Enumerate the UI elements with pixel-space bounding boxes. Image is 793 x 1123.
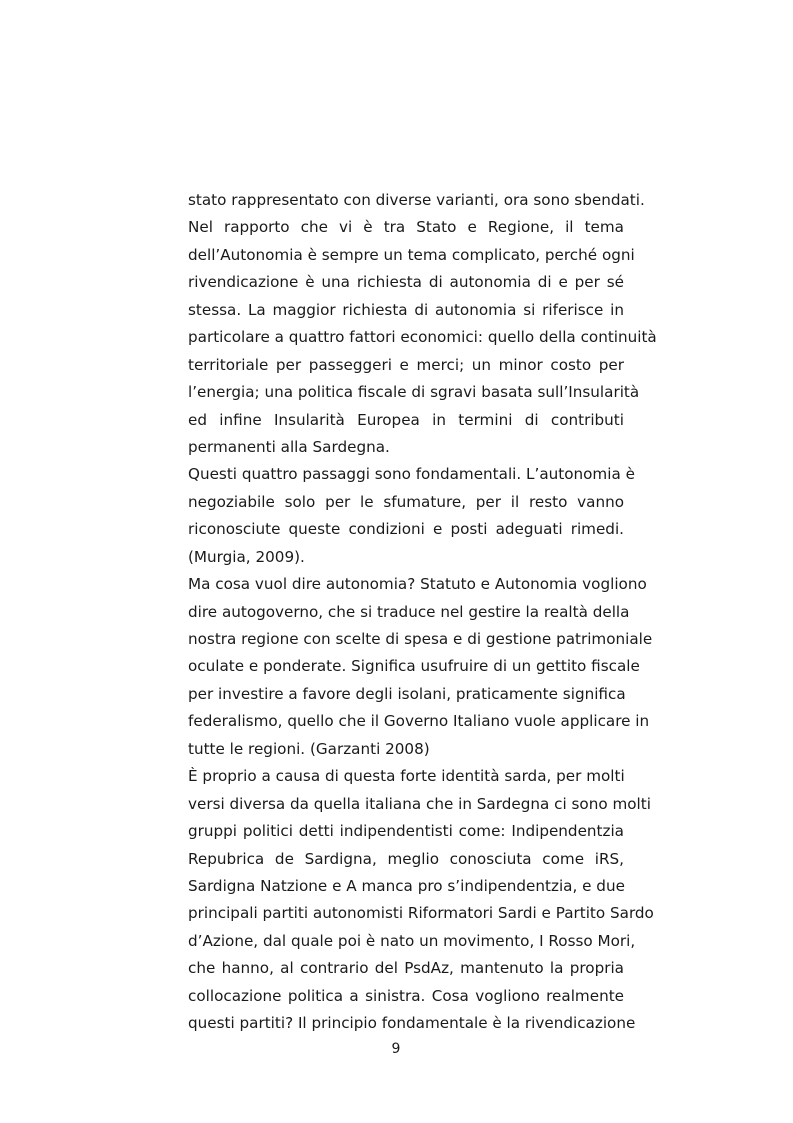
- page-number: 9: [391, 1041, 401, 1057]
- text-line: negoziabile solo per le sfumature, per il resto vanno: [188, 492, 624, 511]
- body-text: [188, 187, 657, 1038]
- text-line: Sardigna Natzione e A manca pro s’indipendentzia, e due: [188, 876, 625, 895]
- text-line: particolare a quattro fattori economici: quello della continuità: [188, 328, 657, 347]
- text-line: (Murgia, 2009).: [188, 547, 305, 566]
- text-line: ed infine Insularità Europea in termini di contributi: [188, 410, 624, 429]
- text-line: l’energia; una politica fiscale di sgravi basata sull’Insularità: [188, 383, 640, 402]
- text-line: tutte le regioni. (Garzanti 2008): [188, 739, 430, 758]
- text-line: È proprio a causa di questa forte identità sarda, per molti: [188, 767, 625, 786]
- text-line: che hanno, al contrario del PsdAz, mantenuto la propria: [188, 959, 624, 978]
- text-line: versi diversa da quella italiana che in Sardegna ci sono molti: [188, 794, 651, 813]
- text-line: territoriale per passeggeri e merci; un minor costo per: [188, 355, 624, 374]
- text-line: dire autogoverno, che si traduce nel gestire la realtà della: [188, 602, 630, 621]
- text-line: Nel rapporto che vi è tra Stato e Regione, il tema: [188, 218, 624, 237]
- text-line: stato rappresentato con diverse varianti, ora sono sbendati.: [188, 191, 645, 209]
- text-line: riconosciute queste condizioni e posti adeguati rimedi.: [188, 520, 624, 539]
- text-line: gruppi politici detti indipendentisti come: Indipendentzia: [188, 822, 624, 841]
- text-line: oculate e ponderate. Significa usufruire di un gettito fiscale: [188, 657, 640, 676]
- text-line: rivendicazione è una richiesta di autonomia di e per sé: [188, 273, 624, 292]
- text-line: Ma cosa vuol dire autonomia? Statuto e Autonomia vogliono: [188, 575, 647, 594]
- text-line: questi partiti? Il principio fondamentale è la rivendicazione: [188, 1014, 636, 1033]
- text-line: d’Azione, dal quale poi è nato un movimento, I Rosso Mori,: [188, 931, 636, 950]
- text-line: dell’Autonomia è sempre un tema complicato, perché ogni: [188, 245, 635, 264]
- text-line: Repubrica de Sardigna, meglio conosciuta come iRS,: [188, 849, 624, 868]
- text-line: nostra regione con scelte di spesa e di gestione patrimoniale: [188, 630, 653, 648]
- text-line: collocazione politica a sinistra. Cosa vogliono realmente: [188, 986, 624, 1005]
- text-line: principali partiti autonomisti Riformatori Sardi e Partito Sardo: [188, 904, 654, 923]
- text-line: per investire a favore degli isolani, praticamente significa: [188, 684, 626, 703]
- text-line: stessa. La maggior richiesta di autonomia si riferisce in: [188, 300, 624, 319]
- text-line: federalismo, quello che il Governo Italiano vuole applicare in: [188, 712, 650, 731]
- text-line: permanenti alla Sardegna.: [188, 437, 390, 456]
- text-line: Questi quattro passaggi sono fondamentali. L’autonomia è: [188, 465, 635, 484]
